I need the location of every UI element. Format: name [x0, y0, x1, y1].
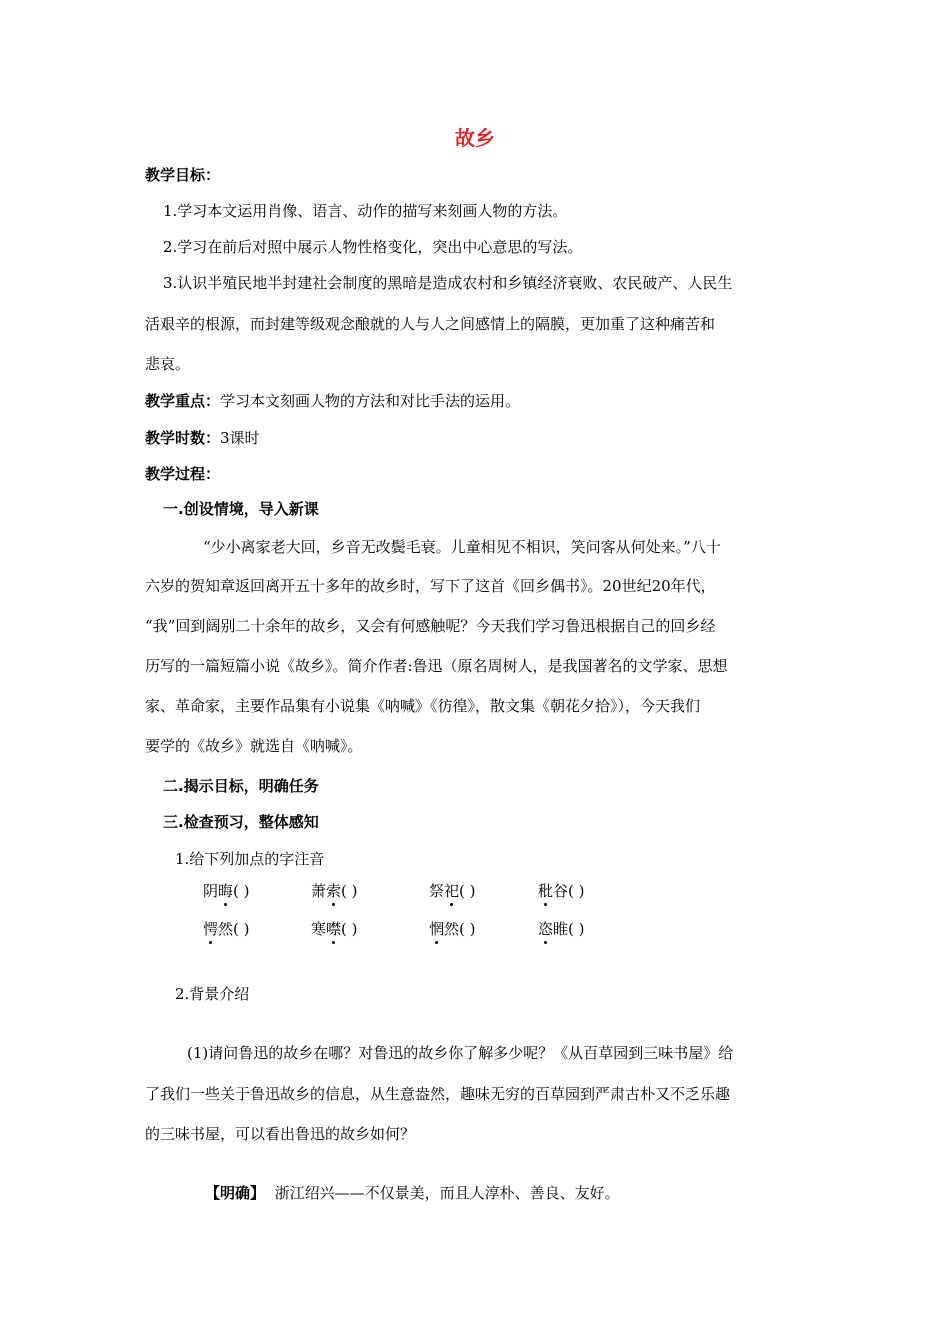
key-point [145, 390, 520, 411]
background-q1-line-2: 了我们一些关于鲁迅故乡的信息，从生意盎然，趣味无穷的百草园到严肃古朴又不乏乐趣 [145, 1085, 731, 1103]
section-2-heading: 二.揭示目标，明确任务 [163, 777, 319, 795]
pinyin-item: 惘然( ) [429, 920, 476, 938]
objective-3-line-2: 活艰辛的根源，而封建等级观念酿就的人与人之间感情上的隔膜，更加重了这种痛苦和 [145, 315, 716, 333]
dotted-char: 噤 [326, 920, 342, 938]
dotted-char: 愕 [203, 920, 219, 938]
objective-3-line-3: 悲哀。 [145, 355, 191, 373]
dotted-char: 秕 [538, 882, 554, 900]
answer-blank: ( ) [568, 882, 585, 900]
objective-3-line-1: 3.认识半殖民地半封建社会制度的黑暗是造成农村和乡镇经济衰败、农民破产、人民生 [163, 274, 733, 292]
section-1-heading: 一.创设情境，导入新课 [163, 500, 319, 518]
background-q1-line-3: 的三味书屋，可以看出鲁迅的故乡如何？ [145, 1125, 416, 1143]
key-point-label: 教学重点： [145, 392, 221, 410]
process-heading: 教学过程： [145, 465, 221, 483]
dotted-char: 索 [326, 882, 342, 900]
answer [205, 1182, 620, 1203]
pinyin-item: 祭祀( ) [429, 882, 476, 900]
answer-blank: ( ) [233, 882, 250, 900]
intro-line-4: 历写的一篇短篇小说《故乡》。简介作者:鲁迅（原名周树人，是我国著名的文学家、思想 [145, 657, 728, 675]
pinyin-item: 秕谷( ) [538, 882, 585, 900]
pinyin-item: 萧索( ) [311, 882, 358, 900]
pinyin-item: 阴晦( ) [203, 882, 250, 900]
intro-line-3: “我”回到阔别二十余年的故乡，又会有何感触呢？今天我们学习鲁迅根据自己的回乡经 [145, 617, 716, 635]
objective-2: 2.学习在前后对照中展示人物性格变化，突出中心意思的写法。 [163, 238, 583, 256]
answer-text: 浙江绍兴——不仅景美，而且人淳朴、善良、友好。 [274, 1184, 620, 1202]
dotted-char: 祀 [444, 882, 460, 900]
objective-1: 1.学习本文运用肖像、语言、动作的描写来刻画人物的方法。 [163, 202, 568, 220]
dotted-char: 恣 [538, 920, 554, 938]
pinyin-item: 愕然( ) [203, 920, 250, 938]
dotted-char: 惘 [429, 920, 445, 938]
dotted-char: 晦 [218, 882, 234, 900]
intro-line-2: 六岁的贺知章返回离开五十多年的故乡时，写下了这首《回乡偶书》。20世纪20年代， [145, 577, 716, 595]
pinyin-item: 恣睢( ) [538, 920, 585, 938]
pinyin-heading: 1.给下列加点的字注音 [175, 850, 325, 868]
answer-blank: ( ) [233, 920, 250, 938]
intro-line-5: 家、革命家，主要作品集有小说集《呐喊》《彷徨》，散文集《朝花夕拾》），今天我们 [145, 697, 701, 715]
answer-blank: ( ) [341, 882, 358, 900]
answer-blank: ( ) [341, 920, 358, 938]
page-title: 故乡 [455, 126, 495, 150]
answer-blank: ( ) [459, 920, 476, 938]
teaching-hours [145, 427, 260, 448]
intro-line-1: “少小离家老大回，乡音无改鬓毛衰。儿童相见不相识，笑问客从何处来。”八十 [203, 538, 721, 556]
section-3-heading: 三.检查预习，整体感知 [163, 813, 319, 831]
answer-label: 【明确】 [205, 1184, 266, 1202]
intro-line-6: 要学的《故乡》就选自《呐喊》。 [145, 737, 363, 755]
background-q1-line-1: (1)请问鲁迅的故乡在哪？对鲁迅的故乡你了解多少呢？《从百草园到三味书屋》给 [187, 1044, 734, 1062]
answer-blank: ( ) [568, 920, 585, 938]
pinyin-item: 寒噤( ) [311, 920, 358, 938]
hours-label: 教学时数： [145, 429, 221, 447]
key-point-text: 学习本文刻画人物的方法和对比手法的运用。 [220, 392, 521, 410]
objectives-heading: 教学目标： [145, 166, 221, 184]
answer-blank: ( ) [459, 882, 476, 900]
hours-text: 3课时 [220, 429, 260, 447]
background-heading: 2.背景介绍 [175, 985, 250, 1003]
